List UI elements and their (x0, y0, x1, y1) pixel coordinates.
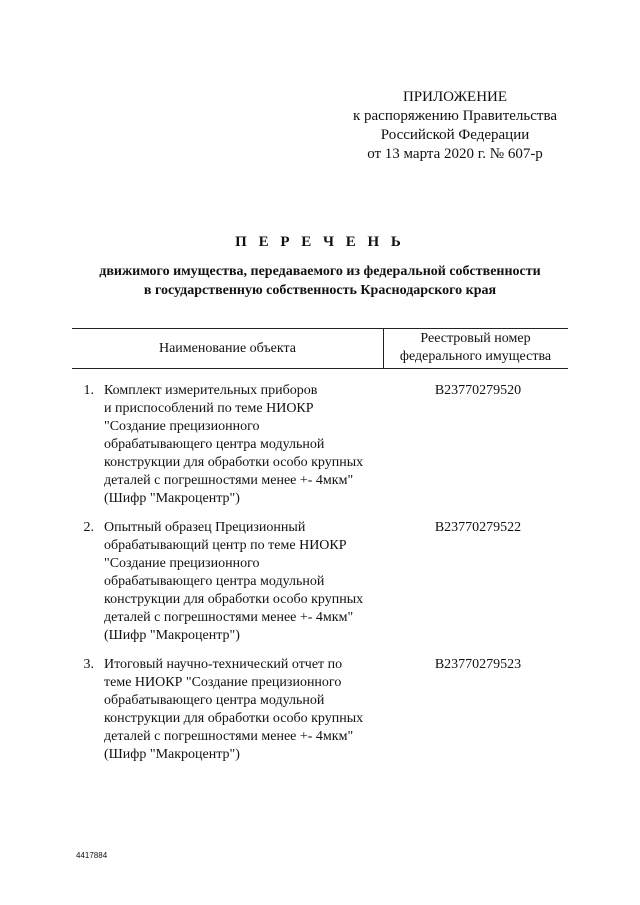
document-subtitle (60, 262, 580, 300)
row-description-line: деталей с погрешностями менее +- 4мкм" (104, 610, 354, 625)
row-description-line: Опытный образец Прецизионный (104, 520, 306, 535)
row-number: 2. (83, 520, 94, 535)
row-description-line: (Шифр "Макроцентр") (104, 747, 240, 762)
row-description-line: (Шифр "Макроцентр") (104, 491, 240, 506)
table-row (72, 519, 392, 649)
row-description (104, 519, 394, 645)
row-registry-number: В23770279522 (434, 520, 522, 535)
column-header-registry-line-1: Реестровый номер (420, 331, 531, 346)
row-description (104, 382, 394, 508)
row-description (104, 656, 394, 764)
column-header-name: Наименование объекта (158, 341, 297, 356)
row-description-line: Итоговый научно-технический отчет по (104, 657, 343, 672)
row-registry-number: В23770279520 (434, 383, 522, 398)
subtitle-line-2: в государственную собственность Краснодарского края (143, 283, 497, 298)
appendix-heading: ПРИЛОЖЕНИЕ (402, 89, 508, 105)
footer-code: 4417884 (76, 851, 108, 860)
row-description-line: теме НИОКР "Создание прецизионного (104, 675, 342, 690)
row-description-line: обрабатывающего центра модульной (104, 693, 325, 708)
row-registry-number: В23770279523 (434, 657, 522, 672)
column-header-registry (383, 330, 568, 366)
row-description-line: "Создание прецизионного (104, 419, 260, 434)
row-description-line: конструкции для обработки особо крупных (104, 455, 364, 470)
row-description-line: деталей с погрешностями менее +- 4мкм" (104, 473, 354, 488)
row-number: 3. (83, 657, 94, 672)
appendix-order-line: к распоряжению Правительства (352, 108, 557, 124)
row-description-line: обрабатывающего центра модульной (104, 437, 325, 452)
row-description-line: деталей с погрешностями менее +- 4мкм" (104, 729, 354, 744)
column-header-registry-line-2: федерального имущества (399, 349, 552, 364)
row-description-line: "Создание прецизионного (104, 556, 260, 571)
row-description-line: и приспособлений по теме НИОКР (104, 401, 314, 416)
row-description-line: (Шифр "Макроцентр") (104, 628, 240, 643)
table-row (72, 656, 392, 768)
appendix-block (340, 88, 570, 164)
row-description-line: конструкции для обработки особо крупных (104, 711, 364, 726)
row-description-line: конструкции для обработки особо крупных (104, 592, 364, 607)
table-row (72, 382, 392, 512)
row-description-line: обрабатывающий центр по теме НИОКР (104, 538, 347, 553)
appendix-government-line: Российской Федерации (380, 127, 530, 143)
row-number: 1. (83, 383, 94, 398)
row-description-line: Комплект измерительных приборов (104, 383, 318, 398)
appendix-date-line: от 13 марта 2020 г. № 607-р (367, 146, 543, 162)
table-header-bottom-rule (72, 368, 568, 369)
subtitle-line-1: движимого имущества, передаваемого из федеральной собственности (99, 264, 541, 279)
table-top-rule (72, 328, 568, 329)
document-title: П Е Р Е Ч Е Н Ь (235, 234, 405, 250)
row-description-line: обрабатывающего центра модульной (104, 574, 325, 589)
